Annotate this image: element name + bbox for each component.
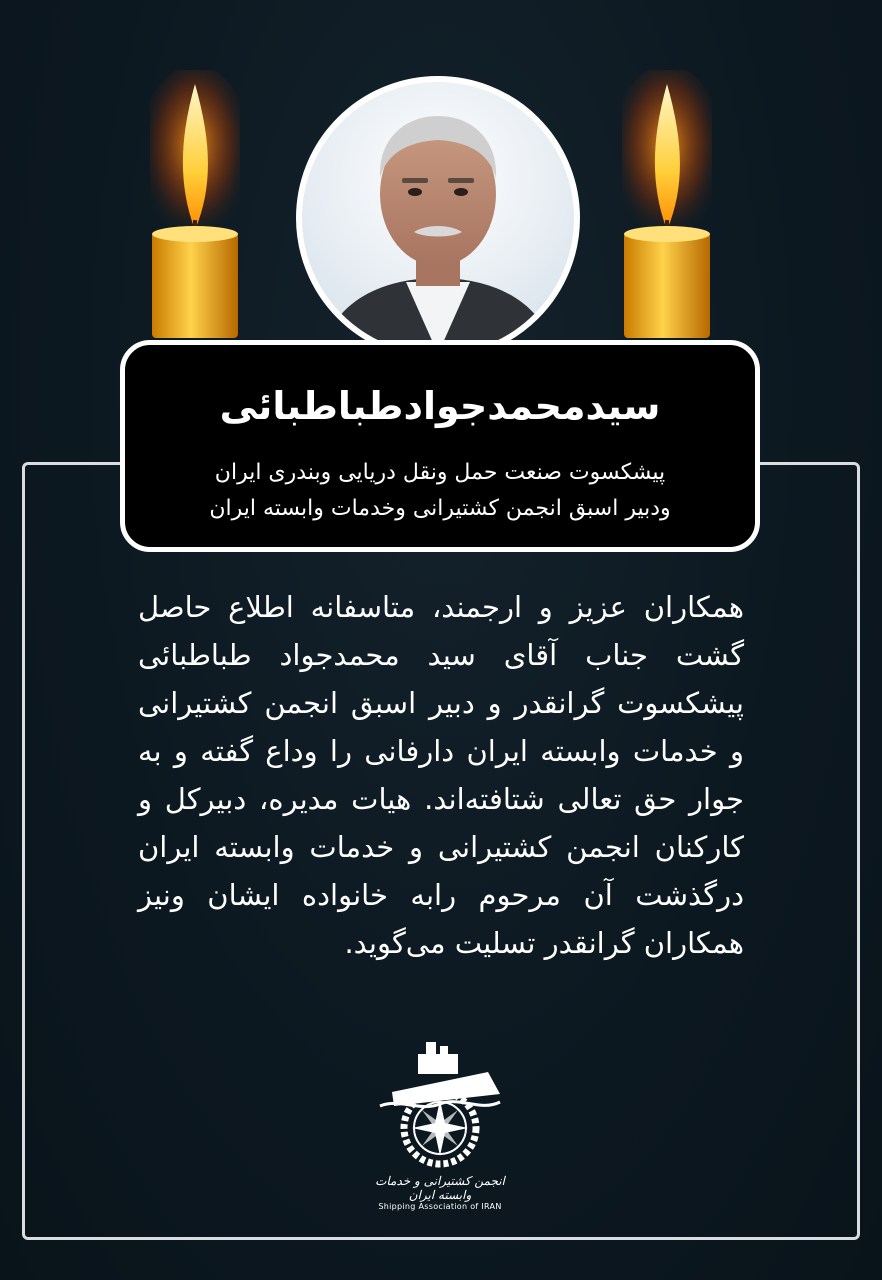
deceased-name: سیدمحمدجوادطباطبائی [219,384,661,428]
name-card [120,340,760,552]
subtitle-line-1: پیشکسوت صنعت حمل ونقل دریایی وبندری ایران [214,460,666,485]
condolence-message: همکاران عزیز و ارجمند، متاسفانه اطلاع حاصل گشت جناب آقای سید محمدجواد طباطبائی پیشکسوت گرانقدر و دبیر اسبق انجمن کشتیرانی و خدمات وابسته ایران دارفانی را وداع گفته و به جوار حق تعالی شتافته‌اند. هیات مدیره، دبیرکل و کارکنان انجمن کشتیرانی و خدمات وابسته ایران درگذشت آن مرحوم رابه خانواده ایشان ونیز همکاران گرانقدر تسلیت می‌گوید. [138,590,744,960]
deceased-title [125,455,755,527]
association-logo [360,1032,520,1222]
right-candle-icon [622,70,712,340]
logo-persian-name: انجمن کشتیرانی و خدمات وابسته ایران [375,1174,505,1202]
ship-compass-logo-icon [360,1032,520,1172]
logo-english-name: Shipping Association of IRAN [378,1202,502,1211]
portrait-photo [296,76,580,360]
subtitle-line-2: ودبیر اسبق انجمن کشتیرانی وخدمات وابسته ایران [209,496,671,521]
left-candle-icon [150,70,240,340]
